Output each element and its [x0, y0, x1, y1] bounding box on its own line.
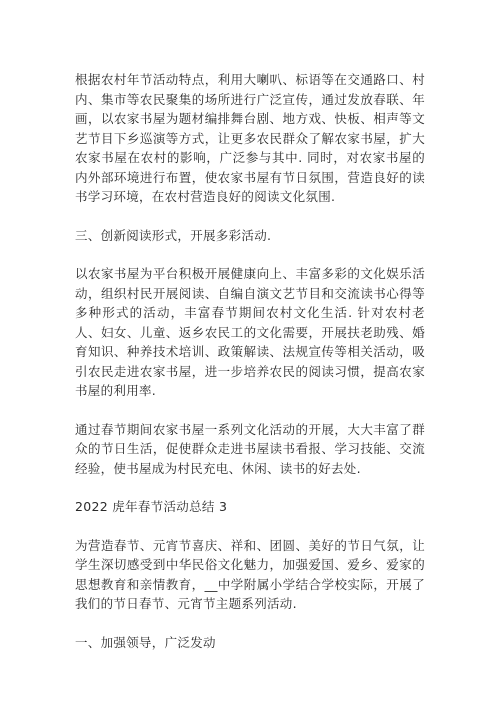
- body-paragraph-activities: 以农家书屋为平台积极开展健康向上、丰富多彩的文化娱乐活动，组织村民开展阅读、自编自演文艺节目和交流读书心得等多种形式的活动，丰富春节期间农村文化生活. 针对农村老人、妇女、儿童、返乡农民工的文化需要，开展扶老助残、婚育知识、种养技术培训、政策解读、法规宣传等相关活动，吸引农民走进农家书屋，进一步培养农民的阅读习惯，提高农家书屋的利用率.: [75, 266, 425, 398]
- document-body: [75, 70, 425, 671]
- section-heading-3: 三、创新阅读形式，开展多彩活动.: [75, 227, 272, 243]
- body-paragraph-conclusion: 通过春节期间农家书屋一系列文化活动的开展，大大丰富了群众的节日生活，促使群众走进书屋读书看报、学习技能、交流经验，使书屋成为村民充电、休闲、读书的好去处.: [75, 421, 425, 476]
- section-heading-1: 一、加强领导，广泛发动: [75, 634, 216, 650]
- body-paragraph-intro: 为营造春节、元宵节喜庆、祥和、团圆、美好的节日气氛，让学生深切感受到中华民俗文化魅力，加强爱国、爱乡、爱家的思想教育和亲情教育，__中学附属小学结合学校实际，开展了我们的节日春节、元宵节主题系列活动.: [75, 537, 425, 611]
- summary-title: 2022 虎年春节活动总结 3: [75, 499, 228, 514]
- body-paragraph-publicity: 根据农村年节活动特点，利用大喇叭、标语等在交通路口、村内、集市等农民聚集的场所进行广泛宣传，通过发放春联、年画，以农家书屋为题材编排舞台剧、地方戏、快板、相声等文艺节目下乡巡演等方式，让更多农民群众了解农家书屋，扩大农家书屋在农村的影响，广泛参与其中. 同时，对农家书屋的内外部环境进行布置，使农家书屋有节日氛围，营造良好的读书学习环境，在农村营造良好的阅读文化氛围.: [75, 72, 425, 204]
